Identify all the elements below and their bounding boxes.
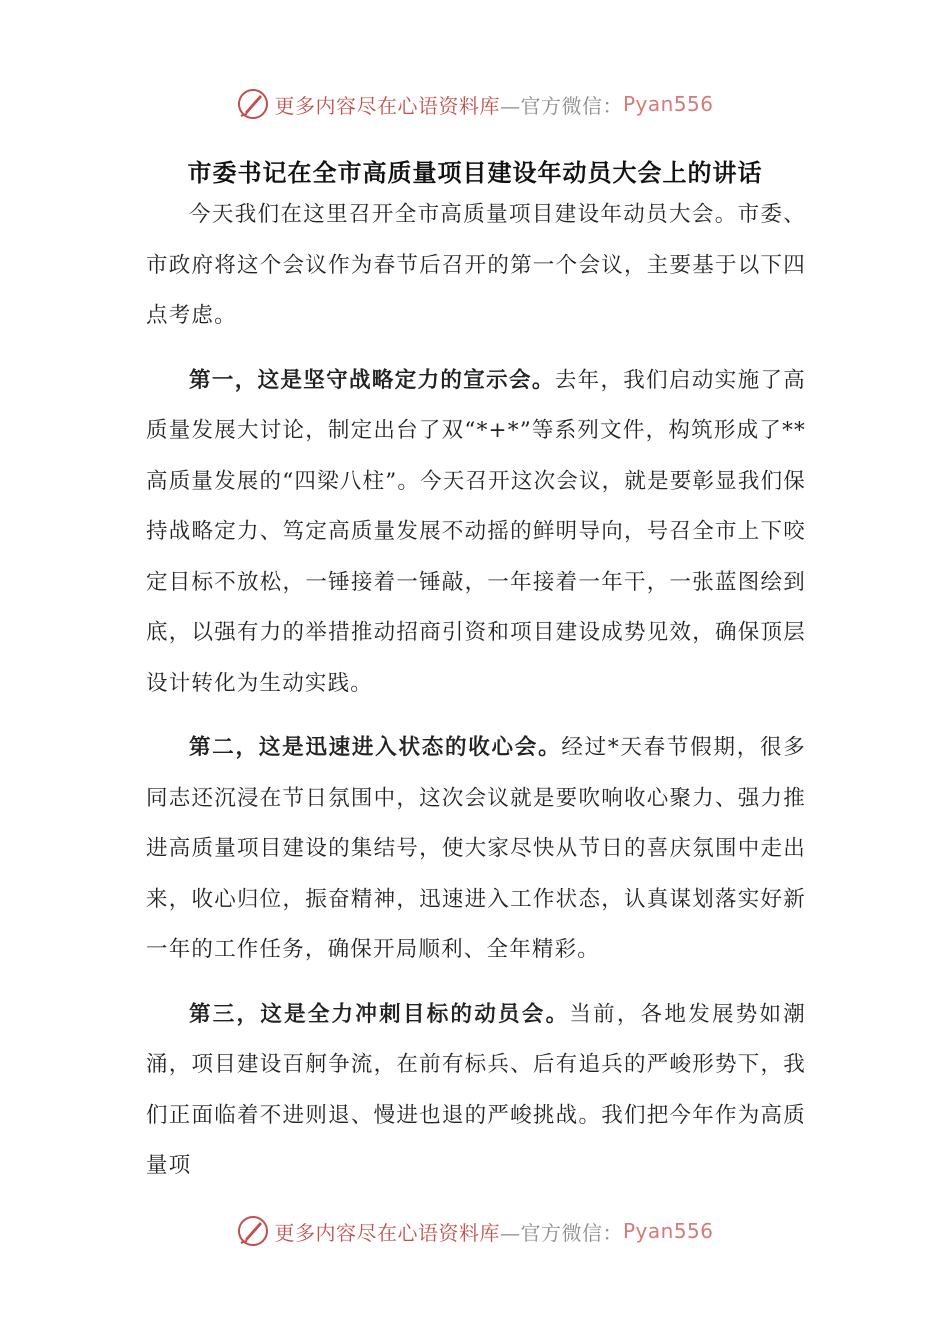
- banner-wechat-id: Pyan556: [622, 92, 714, 116]
- banner-wechat-label: —官方微信：: [499, 1220, 623, 1245]
- banner-site-name: 更多内容尽在心语资料库: [274, 93, 500, 118]
- point-lead-2: 第二，这是迅速进入状态的收心会。: [189, 735, 562, 760]
- point-text-2: 经过*天春节假期，很多同志还沉浸在节日氛围中，这次会议就是要吹响收心聚力、强力推进高质量项目建设的集结号，使大家尽快从节日的喜庆氛围中走出来，收心归位，振奋精神，迅速进入工作状态，认真谋划落实好新一年的工作任务，确保开局顺利、全年精彩。: [146, 735, 807, 962]
- footer-banner: [0, 1211, 950, 1251]
- point-lead-3: 第三，这是全力冲刺目标的动员会。: [189, 1001, 570, 1027]
- point-paragraph-2: [146, 723, 806, 976]
- banner-wechat-id: Pyan556: [622, 1219, 714, 1243]
- banner-wechat-label: —官方微信：: [499, 93, 623, 118]
- point-paragraph-3: [146, 990, 806, 1192]
- document-title: 市委书记在全市高质量项目建设年动员大会上的讲话: [187, 158, 763, 187]
- document-body: [146, 190, 806, 1206]
- header-banner: [0, 84, 950, 124]
- banner-site-name: 更多内容尽在心语资料库: [274, 1220, 500, 1245]
- point-paragraph-1: [146, 356, 806, 710]
- quill-logo-icon: [236, 1214, 270, 1248]
- point-text-3: 当前，各地发展势如潮涌，项目建设百舸争流，在前有标兵、后有追兵的严峻形势下，我们正面临着不进则退、慢进也退的严峻挑战。我们把今年作为高质量项: [146, 1001, 806, 1178]
- point-text-1: 去年，我们启动实施了高质量发展大讨论，制定出台了双“*+*”等系列文件，构筑形成了**高质量发展的“四梁八柱”。今天召开这次会议，就是要彰显我们保持战略定力、笃定高质量发展不动摇的鲜明导向，号召全市上下咬定目标不放松，一锤接着一锤敲，一年接着一年干，一张蓝图绘到底，以强有力的举措推动招商引资和项目建设成势见效，确保顶层设计转化为生动实践。: [146, 367, 807, 696]
- point-lead-1: 第一，这是坚守战略定力的宣示会。: [189, 367, 555, 393]
- quill-logo-icon: [236, 87, 270, 121]
- intro-paragraph: 今天我们在这里召开全市高质量项目建设年动员大会。市委、市政府将这个会议作为春节后召开的第一个会议，主要基于以下四点考虑。: [146, 202, 806, 328]
